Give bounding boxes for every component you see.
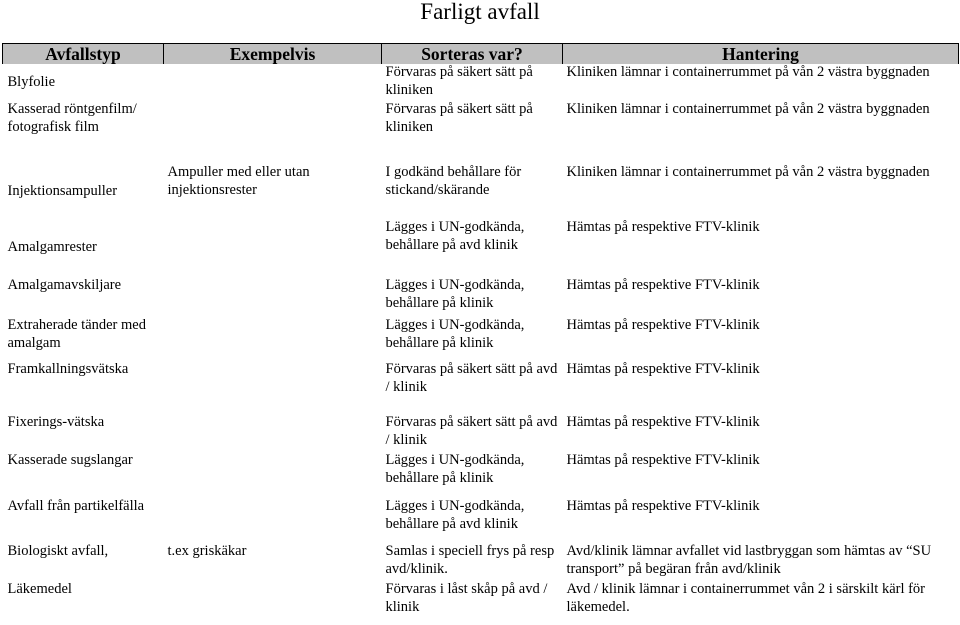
cell-sorting: Förvaras på säkert sätt på avd / klinik xyxy=(385,414,558,448)
cell-example xyxy=(164,64,382,101)
table-row xyxy=(3,414,959,452)
cell-waste-type: Framkallningsvätska xyxy=(7,361,129,377)
table-row xyxy=(3,164,959,219)
cell-waste-type: Blyfolie xyxy=(7,73,56,90)
header-waste-type: Avfallstyp xyxy=(3,44,164,65)
cell-handling: Hämtas på respektive FTV-klinik xyxy=(566,414,760,430)
cell-handling: Avd/klinik lämnar avfallet vid lastbryggan som hämtas av “SU transport” på begäran från avd/klinik xyxy=(566,543,932,577)
cell-handling: Kliniken lämnar i containerrummet på vån 2 västra byggnaden xyxy=(566,64,930,80)
table-row xyxy=(3,219,959,277)
cell-sorting: Samlas i speciell frys på resp avd/klinik. xyxy=(385,543,555,577)
cell-waste-type: Kasserad röntgenfilm/ fotografisk film xyxy=(7,101,137,135)
table-row xyxy=(3,277,959,317)
cell-example xyxy=(164,317,382,361)
table-row xyxy=(3,101,959,164)
cell-handling: Hämtas på respektive FTV-klinik xyxy=(566,277,760,293)
cell-waste-type: Injektionsampuller xyxy=(7,182,118,199)
cell-sorting: Lägges i UN-godkända, behållare på klinik xyxy=(385,317,525,351)
cell-sorting: Förvaras på säkert sätt på kliniken xyxy=(385,64,533,98)
cell-waste-type: Fixerings-vätska xyxy=(7,414,105,430)
cell-waste-type: Amalgamrester xyxy=(7,239,97,256)
cell-handling: Hämtas på respektive FTV-klinik xyxy=(566,317,760,333)
cell-example: t.ex griskäkar xyxy=(167,543,247,559)
table-row xyxy=(3,452,959,498)
cell-example xyxy=(164,101,382,164)
cell-example: Ampuller med eller utan injektionsrester xyxy=(167,164,310,198)
cell-sorting: I godkänd behållare för stickand/skärande xyxy=(385,164,522,198)
cell-handling: Hämtas på respektive FTV-klinik xyxy=(566,219,760,235)
table-row xyxy=(3,543,959,581)
table-row xyxy=(3,361,959,414)
cell-sorting: Förvaras i låst skåp på avd / klinik xyxy=(385,581,548,615)
cell-handling: Avd / klinik lämnar i containerrummet vån 2 i särskilt kärl för läkemedel. xyxy=(566,581,926,615)
cell-waste-type: Läkemedel xyxy=(7,581,72,597)
cell-example xyxy=(164,581,382,617)
table-row xyxy=(3,317,959,361)
cell-example xyxy=(164,414,382,452)
cell-example xyxy=(164,498,382,543)
hazardous-waste-table xyxy=(2,43,959,617)
cell-sorting: Förvaras på säkert sätt på kliniken xyxy=(385,101,533,135)
cell-sorting: Lägges i UN-godkända, behållare på avd klinik xyxy=(385,498,525,532)
header-handling: Hantering xyxy=(563,44,959,65)
cell-handling: Kliniken lämnar i containerrummet på vån 2 västra byggnaden xyxy=(566,101,930,117)
cell-waste-type: Kasserade sugslangar xyxy=(7,452,133,468)
cell-waste-type: Amalgamavskiljare xyxy=(7,277,122,293)
cell-example xyxy=(164,277,382,317)
cell-waste-type: Extraherade tänder med amalgam xyxy=(7,317,146,351)
cell-handling: Hämtas på respektive FTV-klinik xyxy=(566,452,760,468)
cell-sorting: Lägges i UN-godkända, behållare på klinik xyxy=(385,277,525,311)
header-example: Exempelvis xyxy=(164,44,382,65)
table-row xyxy=(3,581,959,617)
table-header-row xyxy=(3,44,959,65)
cell-sorting: Lägges i UN-godkända, behållare på avd klinik xyxy=(385,219,525,253)
cell-example xyxy=(164,361,382,414)
table-row xyxy=(3,498,959,543)
page-title: Farligt avfall xyxy=(420,0,540,24)
cell-waste-type: Biologiskt avfall, xyxy=(7,543,109,559)
cell-handling: Hämtas på respektive FTV-klinik xyxy=(566,361,760,377)
cell-handling: Hämtas på respektive FTV-klinik xyxy=(566,498,760,514)
header-sorting-location: Sorteras var? xyxy=(382,44,563,65)
cell-example xyxy=(164,452,382,498)
cell-handling: Kliniken lämnar i containerrummet på vån 2 västra byggnaden xyxy=(566,164,930,180)
cell-sorting: Förvaras på säkert sätt på avd / klinik xyxy=(385,361,558,395)
cell-waste-type: Avfall från partikelfälla xyxy=(7,498,145,514)
cell-example xyxy=(164,219,382,277)
cell-sorting: Lägges i UN-godkända, behållare på klinik xyxy=(385,452,525,486)
table-row xyxy=(3,64,959,101)
